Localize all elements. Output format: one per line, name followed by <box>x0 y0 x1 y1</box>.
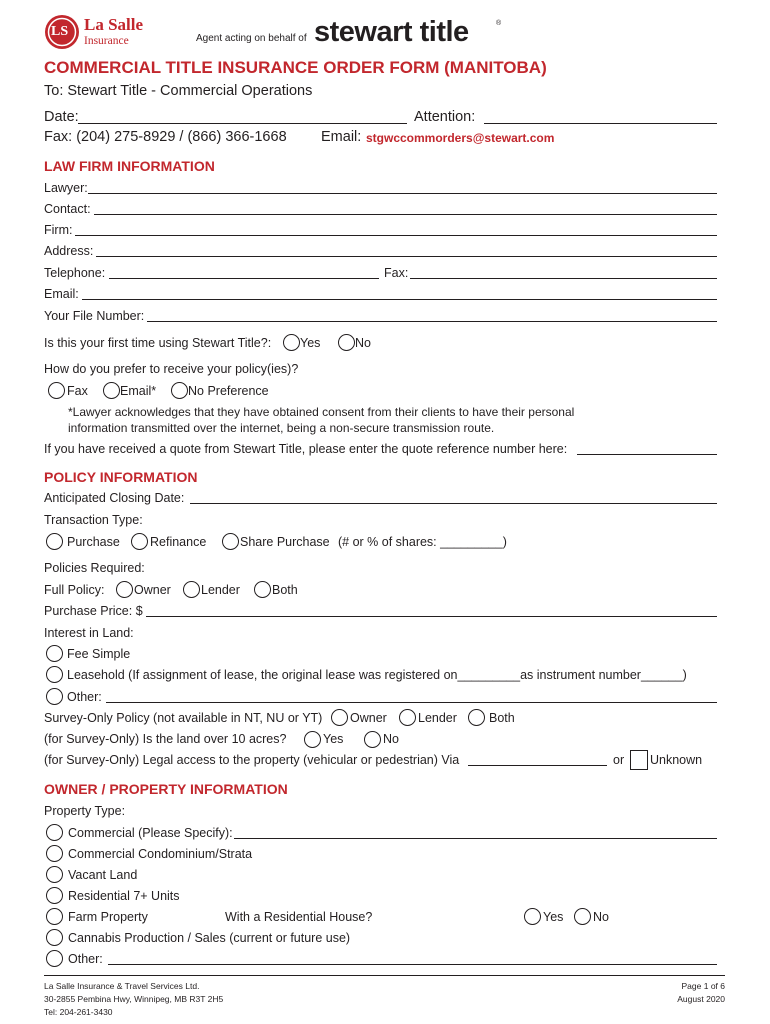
receive-email-label: Email* <box>120 384 157 398</box>
fee-simple-radio[interactable] <box>46 645 63 662</box>
footer-date: August 2020 <box>677 994 725 1004</box>
quote-question: If you have received a quote from Stewart Title, please enter the quote reference number here: <box>44 442 568 456</box>
to-line: To: Stewart Title - Commercial Operations <box>44 83 313 99</box>
farm-no-radio[interactable] <box>574 908 591 925</box>
interest-other-field[interactable] <box>106 702 717 703</box>
law-email-label: Email: <box>44 287 79 301</box>
leasehold-label: Leasehold (If assignment of lease, the original lease was registered on_________as instrument number______) <box>67 668 687 682</box>
fax-label: Fax: <box>384 266 409 280</box>
share-purchase-radio[interactable] <box>222 533 239 550</box>
refinance-radio[interactable] <box>131 533 148 550</box>
file-number-field[interactable] <box>147 321 717 322</box>
shares-label: (# or % of shares: _________) <box>338 535 507 549</box>
farm-yes-radio[interactable] <box>524 908 541 925</box>
brand-registered-mark: ® <box>496 20 502 27</box>
attention-field[interactable] <box>484 123 717 124</box>
survey-owner-radio[interactable] <box>331 709 348 726</box>
access-field[interactable] <box>468 765 607 766</box>
acres-no-label: No <box>383 732 399 746</box>
purchase-price-label: Purchase Price: $ <box>44 604 143 618</box>
policy-heading: POLICY INFORMATION <box>44 469 198 485</box>
cannabis-label: Cannabis Production / Sales (current or future use) <box>68 931 351 945</box>
full-both-radio[interactable] <box>254 581 271 598</box>
transaction-type-label: Transaction Type: <box>44 513 143 527</box>
interest-in-land-label: Interest in Land: <box>44 626 134 640</box>
farm-label: Farm Property <box>68 910 148 924</box>
full-lender-label: Lender <box>201 583 240 597</box>
vacant-label: Vacant Land <box>68 868 138 882</box>
acres-yes-label: Yes <box>323 732 344 746</box>
receive-fax-label: Fax <box>67 384 88 398</box>
property-other-field[interactable] <box>108 964 717 965</box>
first-time-no-radio[interactable] <box>338 334 355 351</box>
lawyer-field[interactable] <box>88 193 717 194</box>
contact-label: Contact: <box>44 202 91 216</box>
footer-tel: Tel: 204-261-3430 <box>44 1007 113 1017</box>
contact-field[interactable] <box>94 214 717 215</box>
first-time-question: Is this your first time using Stewart Title?: <box>44 336 272 350</box>
date-label: Date: <box>44 109 79 125</box>
farm-house-question: With a Residential House? <box>225 910 373 924</box>
commercial-specify-field[interactable] <box>234 838 717 839</box>
first-time-yes-label: Yes <box>300 336 321 350</box>
access-question: (for Survey-Only) Legal access to the property (vehicular or pedestrian) Via <box>44 753 460 767</box>
residential-radio[interactable] <box>46 887 63 904</box>
footer-divider <box>44 975 725 976</box>
fax-line: Fax: (204) 275-8929 / (866) 366-1668 <box>44 129 287 145</box>
share-purchase-label: Share Purchase <box>240 535 330 549</box>
receive-none-radio[interactable] <box>171 382 188 399</box>
acres-question: (for Survey-Only) Is the land over 10 acres? <box>44 732 287 746</box>
commercial-label: Commercial (Please Specify): <box>68 826 233 840</box>
attention-label: Attention: <box>414 109 476 125</box>
address-label: Address: <box>44 244 94 258</box>
stewart-title-brand: stewart title <box>314 16 469 48</box>
closing-date-field[interactable] <box>190 503 717 504</box>
law-fax-field[interactable] <box>410 278 717 279</box>
first-time-no-label: No <box>355 336 371 350</box>
footer-page: Page 1 of 6 <box>681 981 725 991</box>
survey-lender-radio[interactable] <box>399 709 416 726</box>
full-both-label: Both <box>272 583 298 597</box>
logo-initials: LS <box>51 24 69 39</box>
condo-radio[interactable] <box>46 845 63 862</box>
telephone-label: Telephone: <box>44 266 106 280</box>
full-owner-label: Owner <box>134 583 171 597</box>
property-other-radio[interactable] <box>46 950 63 967</box>
interest-other-radio[interactable] <box>46 688 63 705</box>
la-salle-logo <box>44 14 80 55</box>
acres-no-radio[interactable] <box>364 731 381 748</box>
logo-sub: Insurance <box>84 35 129 47</box>
receive-question: How do you prefer to receive your policy(ies)? <box>44 362 299 376</box>
farm-radio[interactable] <box>46 908 63 925</box>
refinance-label: Refinance <box>150 535 207 549</box>
interest-other-label: Other: <box>67 690 102 704</box>
law-email-field[interactable] <box>82 299 717 300</box>
survey-owner-label: Owner <box>350 711 387 725</box>
footer-address: 30-2855 Pembina Hwy, Winnipeg, MB R3T 2H5 <box>44 994 224 1004</box>
agent-text: Agent acting on behalf of <box>196 33 307 44</box>
receive-email-radio[interactable] <box>103 382 120 399</box>
email-label: Email: <box>321 129 362 145</box>
policies-required-label: Policies Required: <box>44 561 145 575</box>
farm-no-label: No <box>593 910 609 924</box>
property-type-label: Property Type: <box>44 804 126 818</box>
consent-note-2: information transmitted over the internet, being a non-secure transmission route. <box>68 421 495 435</box>
access-or-label: or <box>613 753 625 767</box>
survey-lender-label: Lender <box>418 711 457 725</box>
purchase-price-field[interactable] <box>146 616 717 617</box>
survey-both-label: Both <box>489 711 515 725</box>
vacant-radio[interactable] <box>46 866 63 883</box>
full-owner-radio[interactable] <box>116 581 133 598</box>
purchase-radio[interactable] <box>46 533 63 550</box>
property-other-label: Other: <box>68 952 103 966</box>
access-unknown-checkbox[interactable] <box>630 750 648 770</box>
full-lender-radio[interactable] <box>183 581 200 598</box>
consent-note-1: *Lawyer acknowledges that they have obtained consent from their clients to have their personal <box>68 405 575 419</box>
survey-only-label: Survey-Only Policy (not available in NT, NU or YT) <box>44 711 323 725</box>
first-time-yes-radio[interactable] <box>283 334 300 351</box>
file-number-label: Your File Number: <box>44 309 145 323</box>
farm-yes-label: Yes <box>543 910 564 924</box>
logo-name: La Salle <box>84 15 144 34</box>
footer-company: La Salle Insurance & Travel Services Ltd. <box>44 981 200 991</box>
receive-fax-radio[interactable] <box>48 382 65 399</box>
cannabis-radio[interactable] <box>46 929 63 946</box>
leasehold-radio[interactable] <box>46 666 63 683</box>
commercial-radio[interactable] <box>46 824 63 841</box>
condo-label: Commercial Condominium/Strata <box>68 847 253 861</box>
address-field[interactable] <box>96 256 717 257</box>
purchase-label: Purchase <box>67 535 120 549</box>
date-field[interactable] <box>78 123 407 124</box>
acres-yes-radio[interactable] <box>304 731 321 748</box>
lawyer-label: Lawyer: <box>44 181 88 195</box>
firm-label: Firm: <box>44 223 73 237</box>
telephone-field[interactable] <box>109 278 379 279</box>
email-link[interactable]: stgwccommorders@stewart.com <box>366 131 555 145</box>
page-title: COMMERCIAL TITLE INSURANCE ORDER FORM (MANITOBA) <box>44 58 547 77</box>
owner-property-heading: OWNER / PROPERTY INFORMATION <box>44 781 288 797</box>
residential-label: Residential 7+ Units <box>68 889 180 903</box>
firm-field[interactable] <box>75 235 717 236</box>
quote-field[interactable] <box>577 454 717 455</box>
survey-both-radio[interactable] <box>468 709 485 726</box>
law-firm-heading: LAW FIRM INFORMATION <box>44 158 215 174</box>
full-policy-label: Full Policy: <box>44 583 105 597</box>
access-unknown-label: Unknown <box>650 753 703 767</box>
fee-simple-label: Fee Simple <box>67 647 131 661</box>
receive-none-label: No Preference <box>188 384 269 398</box>
closing-date-label: Anticipated Closing Date: <box>44 491 185 505</box>
